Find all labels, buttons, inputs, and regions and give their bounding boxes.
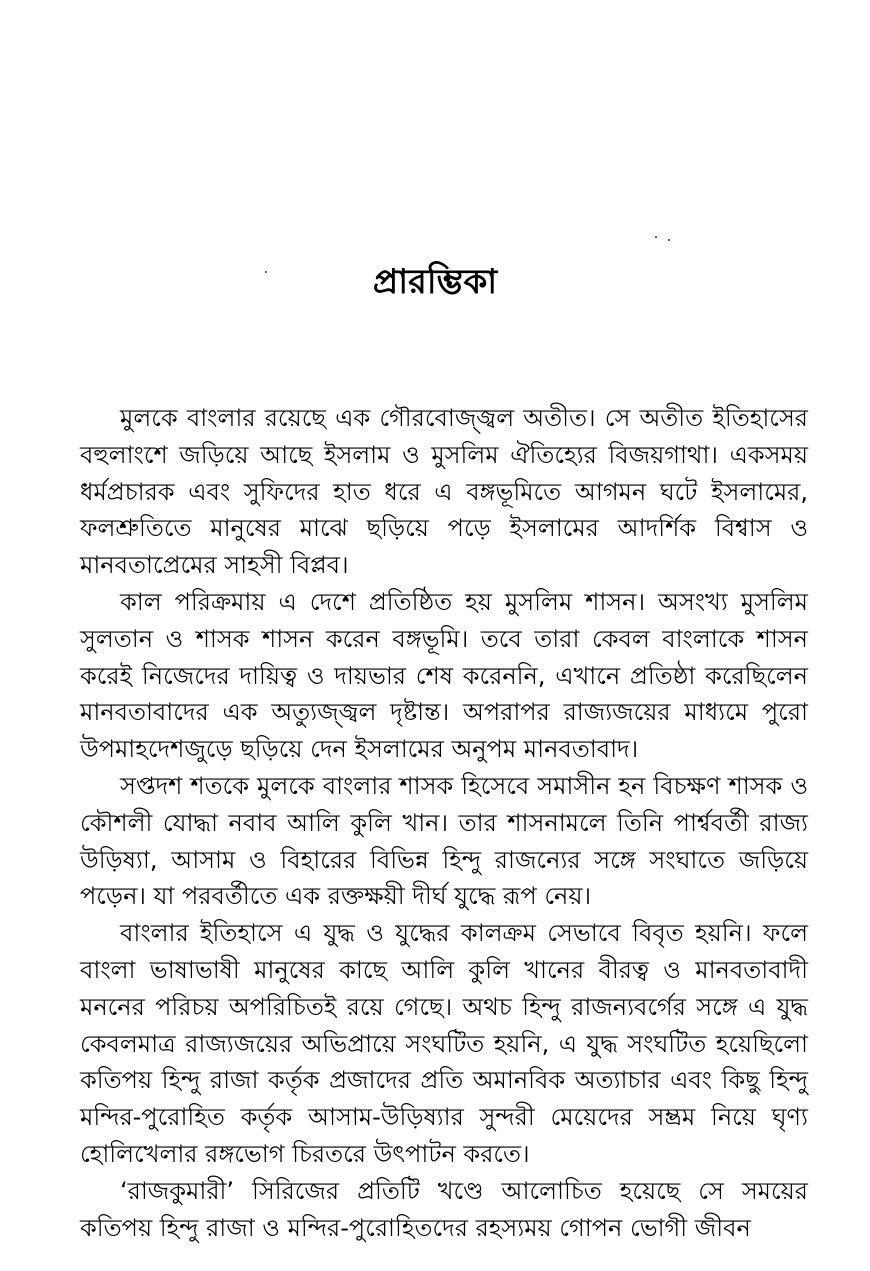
paragraph-1: মুলকে বাংলার রয়েছে এক গৌরবোজ্জ্বল অতীত। সে অতীত ইতিহাসের বহুলাংশে জড়িয়ে আছে ইসলাম ও মুসলিম ঐতিহ্যের বিজয়গাথা। একসময় ধর্মপ্রচারক এবং সুফিদের হাত ধরে এ বঙ্গভূমিতে আগমন ঘটে ইসলামের, ফলশ্রুতিতে মানুষের মাঝে ছড়িয়ে পড়ে ইসলামের আদর্শিক বিশ্বাস ও মানবতাপ্রেমের সাহসী বিপ্লব। [80, 404, 808, 580]
scan-speck [668, 239, 670, 241]
scan-speck [655, 236, 657, 238]
paragraph-3: সপ্তদশ শতকে মুলকে বাংলার শাসক হিসেবে সমাসীন হন বিচক্ষণ শাসক ও কৌশলী যোদ্ধা নবাব আলি কুলি খান। তার শাসনামলে তিনি পার্শ্ববর্তী রাজ্য উড়িষ্যা, আসাম ও বিহারের বিভিন্ন হিন্দু রাজন্যের সঙ্গে সংঘাতে জড়িয়ে পড়েন। যা পরবর্তীতে এক রক্তক্ষয়ী দীর্ঘ যুদ্ধে রূপ নেয়। [80, 771, 808, 911]
paragraph-4: বাংলার ইতিহাসে এ যুদ্ধ ও যুদ্ধের কালক্রম সেভাবে বিবৃত হয়নি। ফলে বাংলা ভাষাভাষী মানুষের কাছে আলি কুলি খানের বীরত্ব ও মানবতাবাদী মননের পরিচয় অপরিচিতই রয়ে গেছে। অথচ হিন্দু রাজন্যবর্গের সঙ্গে এ যুদ্ধ কেবলমাত্র রাজ্যজয়ের অভিপ্রায়ে সংঘটিত হয়নি, এ যুদ্ধ সংঘটিত হয়েছিলো কতিপয় হিন্দু রাজা কর্তৃক প্রজাদের প্রতি অমানবিক অত্যাচার এবং কিছু হিন্দু মন্দির-পুরোহিত কর্তৃক আসাম-উড়িষ্যার সুন্দরী মেয়েদের সম্ভ্রম নিয়ে ঘৃণ্য হোলিখেলার রঙ্গভোগ চিরতরে উৎপাটন করতে। [80, 919, 808, 1168]
body-text [80, 400, 808, 1246]
chapter-title: প্রারম্ভিকা [372, 261, 498, 302]
paragraph-2: কাল পরিক্রমায় এ দেশে প্রতিষ্ঠিত হয় মুসলিম শাসন। অসংখ্য মুসলিম সুলতান ও শাসক শাসন করেন বঙ্গভূমি। তবে তারা কেবল বাংলাকে শাসন করেই নিজেদের দায়িত্ব ও দায়ভার শেষ করেননি, এখানে প্রতিষ্ঠা করেছিলেন মানবতাবাদের এক অত্যুজ্জ্বল দৃষ্টান্ত। অপরাপর রাজ্যজয়ের মাধ্যমে পুরো উপমাহদেশজুড়ে ছড়িয়ে দেন ইসলামের অনুপম মানবতাবাদ। [80, 587, 808, 764]
paragraph-5: ‘রাজকুমারী’ সিরিজের প্রতিটি খণ্ডে আলোচিত হয়েছে সে সময়ের কতিপয় হিন্দু রাজা ও মন্দির-পুরোহিতদের রহস্যময় গোপন ভোগী জীবন [80, 1176, 808, 1242]
scan-speck [265, 271, 267, 273]
